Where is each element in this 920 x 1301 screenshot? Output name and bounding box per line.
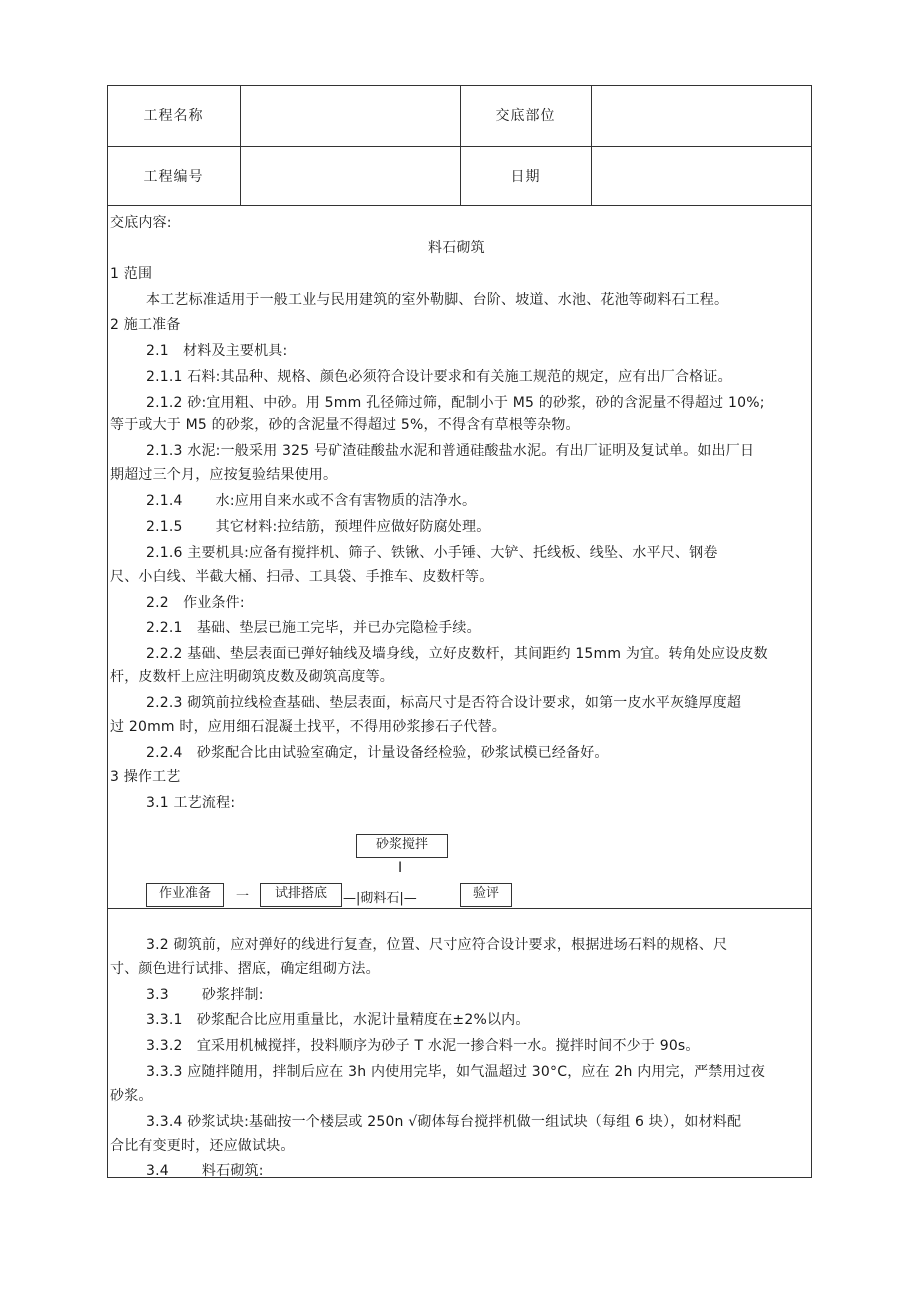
paragraph-line: 3.3.2 宜采用机械搅拌，投料顺序为砂子 T 水泥一掺合料一水。搅拌时间不少于 90s。 [146,1038,700,1054]
paragraph-line: 3.3.1 砂浆配合比应用重量比，水泥计量精度在±2%以内。 [146,1012,530,1028]
paragraph-line: 本工艺标准适用于一般工业与民用建筑的室外勒脚、台阶、坡道、水池、花池等砌料石工程。 [146,292,729,308]
paragraph-line: 2.2.4 砂浆配合比由试验室确定，计量设备经检验，砂浆试模已经备好。 [146,745,609,761]
content-intro: 交底内容: [110,215,172,231]
paragraph-line: 3.1 工艺流程: [146,795,236,811]
paragraph-line: 寸、颜色进行试排、摺底，确定组砌方法。 [110,961,380,977]
paragraph-line: 2.1.3 水泥:一般采用 325 号矿渣硅酸盐水泥和普通硅酸盐水泥。有出厂证明及复试单。如出厂日 [146,443,755,459]
row-divider [107,205,812,206]
paragraph-line: 2.1.1 石料:其品种、规格、颜色必须符合设计要求和有关施工规范的规定，应有出厂合格证。 [146,369,732,385]
flow-step-trial-layout: 试排搭底 [260,883,342,907]
section-heading: 1 范围 [110,266,153,282]
paragraph-line: 2.2 作业条件: [146,595,245,611]
content-title: 料石砌筑 [428,240,485,256]
paragraph-line: 2.2.1 基础、垫层已施工完毕，并已办完隐检手续。 [146,620,481,636]
column-divider [460,85,461,205]
paragraph-line: 2.1 材料及主要机具: [146,343,288,359]
flow-step-lay-stone: —|砌料石|— [343,891,417,906]
paragraph-line: 砂浆。 [110,1088,153,1104]
paragraph-line: 2.1.5 其它材料:拉结筋，预埋件应做好防腐处理。 [146,519,491,535]
paragraph-line: 杆，皮数杆上应注明砌筑皮数及砌筑高度等。 [110,669,394,685]
flow-arrow: 一 [236,889,250,904]
flow-step-prepare: 作业准备 [146,883,224,907]
date-label: 日期 [510,169,541,185]
flow-step-inspect: 验评 [460,883,512,907]
project-no-label: 工程编号 [143,169,204,185]
paragraph-line: 尺、小白线、半截大桶、扫帚、工具袋、手推车、皮数杆等。 [110,569,494,585]
flow-connector: I [398,860,403,876]
paragraph-line: 2.1.6 主要机具:应备有搅拌机、筛子、铁锹、小手锤、大铲、托线板、线坠、水平尺、钢卷 [146,545,718,561]
flow-step-mix-mortar: 砂浆搅拌 [356,834,448,858]
paragraph-line: 3.3 砂浆拌制: [146,987,264,1003]
location-label: 交底部位 [495,108,556,124]
paragraph-line: 3.4 料石砌筑: [146,1163,264,1179]
paragraph-line: 2.2.3 砌筑前拉线检查基础、垫层表面，标高尺寸是否符合设计要求，如第一皮水平灰缝厚度超 [146,695,742,711]
paragraph-line: 2.1.2 砂:宜用粗、中砂。用 5mm 孔径筛过筛，配制小于 M5 的砂浆，砂的含泥量不得超过 10%; [146,395,765,411]
column-divider [240,85,241,205]
paragraph-line: 3.3.4 砂浆试块:基础按一个楼层或 250n √砌体每台搅拌机做一组试块（每组 6 块），如材料配 [146,1114,742,1130]
paragraph-line: 2.2.2 基础、垫层表面已弹好轴线及墙身线，立好皮数杆，其间距约 15mm 为宜。转角处应设皮数 [146,646,768,662]
section-heading: 2 施工准备 [110,317,181,333]
row-divider [107,908,812,909]
paragraph-line: 等于或大于 M5 的砂浆，砂的含泥量不得超过 5%，不得含有草根等杂物。 [110,417,580,433]
project-name-label: 工程名称 [143,108,204,124]
paragraph-line: 3.2 砌筑前，应对弹好的线进行复查，位置、尺寸应符合设计要求，根据进场石料的规格、尺 [146,937,728,953]
section-heading: 3 操作工艺 [110,769,181,785]
column-divider [591,85,592,205]
paragraph-line: 3.3.3 应随拌随用，拌制后应在 3h 内使用完毕，如气温超过 30°C，应在 2h 内用完，严禁用过夜 [146,1064,766,1080]
paragraph-line: 2.1.4 水:应用自来水或不含有害物质的洁净水。 [146,493,477,509]
paragraph-line: 合比有变更时，还应做试块。 [110,1138,295,1154]
paragraph-line: 过 20mm 时，应用细石混凝土找平，不得用砂浆掺石子代替。 [110,719,506,735]
paragraph-line: 期超过三个月，应按复验结果使用。 [110,467,338,483]
